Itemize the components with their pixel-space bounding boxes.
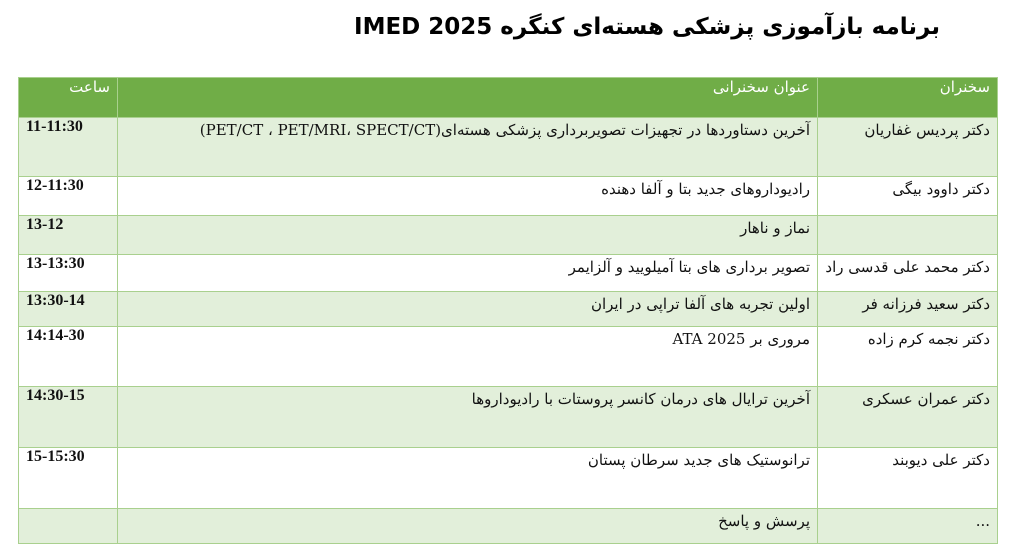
topic-cell: پرسش و پاسخ — [118, 509, 818, 544]
page-title: برنامه بازآموزی پزشکی هسته‌ای کنگره IMED 2025 — [354, 14, 940, 40]
table-row — [19, 118, 998, 177]
topic-cell: اولین تجربه های آلفا تراپی در ایران — [118, 292, 818, 327]
time-cell: 14:14-30 — [19, 327, 118, 387]
time-cell: 12-11:30 — [19, 177, 118, 216]
time-cell: 13:30-14 — [19, 292, 118, 327]
time-cell: 11-11:30 — [19, 118, 118, 177]
table-row — [19, 292, 998, 327]
table-row — [19, 177, 998, 216]
time-cell: 14:30-15 — [19, 387, 118, 448]
table-row — [19, 255, 998, 292]
speaker-cell: دکتر عمران عسکری — [818, 387, 998, 448]
time-cell: 13-12 — [19, 216, 118, 255]
speaker-cell: ... — [818, 509, 998, 544]
topic-cell: ترانوستیک های جدید سرطان پستان — [118, 448, 818, 509]
header-speaker: سخنران — [818, 78, 998, 118]
speaker-cell: دکتر داوود بیگی — [818, 177, 998, 216]
time-cell: 15-15:30 — [19, 448, 118, 509]
table-row — [19, 387, 998, 448]
table-header-row — [19, 78, 998, 118]
table-row — [19, 448, 998, 509]
topic-cell: تصویر برداری های بتا آمیلویید و آلزایمر — [118, 255, 818, 292]
topic-cell: آخرین دستاوردها در تجهیزات تصویربرداری پزشکی هسته‌ای(PET/CT ، PET/MRI، SPECT/CT) — [118, 118, 818, 177]
speaker-cell: دکتر سعید فرزانه فر — [818, 292, 998, 327]
schedule-table — [18, 77, 998, 544]
time-cell: 13-13:30 — [19, 255, 118, 292]
table-row — [19, 216, 998, 255]
topic-cell: نماز و ناهار — [118, 216, 818, 255]
topic-cell: رادیوداروهای جدید بتا و آلفا دهنده — [118, 177, 818, 216]
speaker-cell: دکتر علی دیوبند — [818, 448, 998, 509]
time-cell — [19, 509, 118, 544]
speaker-cell: دکتر پردیس غفاریان — [818, 118, 998, 177]
table-row — [19, 509, 998, 544]
speaker-cell: دکتر نجمه کرم زاده — [818, 327, 998, 387]
topic-cell: مروری بر ATA 2025 — [118, 327, 818, 387]
speaker-cell: دکتر محمد علی قدسی راد — [818, 255, 998, 292]
header-time: ساعت — [19, 78, 118, 118]
speaker-cell — [818, 216, 998, 255]
header-topic: عنوان سخنرانی — [118, 78, 818, 118]
table-row — [19, 327, 998, 387]
topic-cell: آخرین ترایال های درمان کانسر پروستات با رادیوداروها — [118, 387, 818, 448]
